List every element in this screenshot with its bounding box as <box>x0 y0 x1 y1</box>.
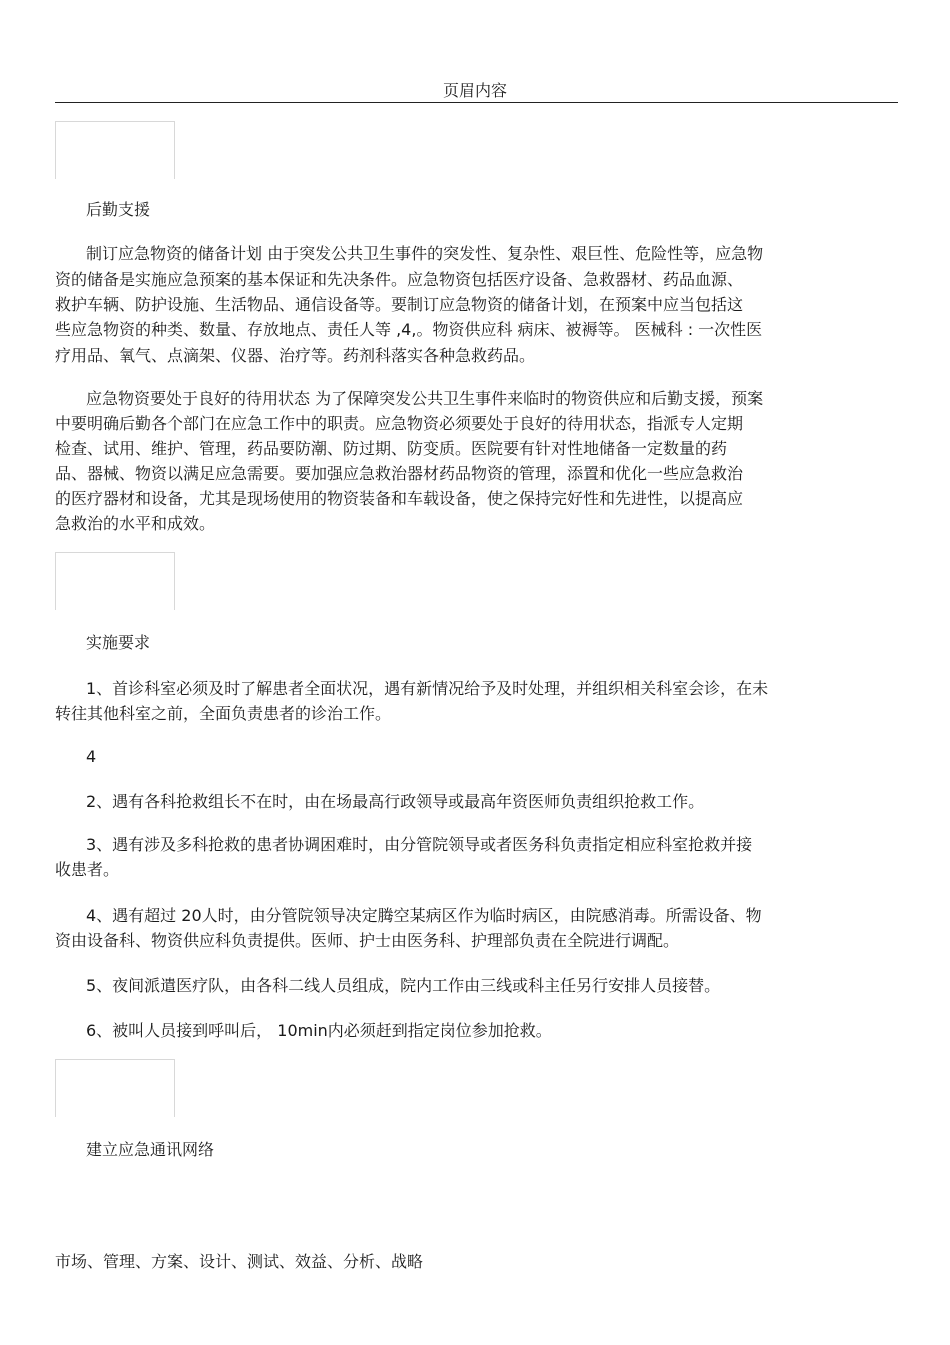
paragraph-line: 制订应急物资的储备计划 由于突发公共卫生事件的突发性、复杂性、艰巨性、危险性等，应急物 <box>86 244 764 263</box>
footer-keywords: 市场、管理、方案、设计、测试、效益、分析、战略 <box>55 1252 424 1271</box>
list-item: 4、遇有超过 20人时，由分管院领导决定腾空某病区作为临时病区，由院感消毒。所需设备、物 <box>86 906 762 925</box>
header-divider <box>55 102 898 103</box>
list-item: 6、被叫人员接到呼叫后， 10min内必须赶到指定岗位参加抢救。 <box>86 1021 552 1040</box>
list-item: 5、夜间派遣医疗队，由各科二线人员组成，院内工作由三线或科主任另行安排人员接替。 <box>86 976 721 995</box>
list-item: 1、首诊科室必须及时了解患者全面状况，遇有新情况给予及时处理，并组织相关科室会诊，在未 <box>86 679 769 698</box>
image-placeholder <box>55 552 175 610</box>
section-heading-requirements: 实施要求 <box>86 633 151 652</box>
page-header-title: 页眉内容 <box>442 81 507 100</box>
section-heading-communication: 建立应急通讯网络 <box>86 1140 215 1159</box>
image-placeholder <box>55 121 175 179</box>
list-item-continuation: 转往其他科室之前，全面负责患者的诊治工作。 <box>55 704 392 723</box>
section-heading-logistics: 后勤支援 <box>86 200 151 219</box>
paragraph-line: 品、器械、物资以满足应急需要。要加强应急救治器材药品物资的管理，添置和优化一些应急救治 <box>55 464 744 483</box>
image-placeholder <box>55 1059 175 1117</box>
paragraph-line: 急救治的水平和成效。 <box>55 514 216 533</box>
list-item-continuation: 收患者。 <box>55 860 120 879</box>
paragraph-line: 些应急物资的种类、数量、存放地点、责任人等 ,4,。物资供应科 病床、被褥等。 医械科 : 一次性医 <box>55 320 763 339</box>
paragraph-line: 中要明确后勤各个部门在应急工作中的职责。应急物资必须要处于良好的待用状态，指派专人定期 <box>55 414 744 433</box>
list-item: 3、遇有涉及多科抢救的患者协调困难时，由分管院领导或者医务科负责指定相应科室抢救并接 <box>86 835 753 854</box>
paragraph-line: 救护车辆、防护设施、生活物品、通信设备等。要制订应急物资的储备计划，在预案中应当包括这 <box>55 295 744 314</box>
paragraph-line: 疗用品、氧气、点滴架、仪器、治疗等。药剂科落实各种急救药品。 <box>55 346 536 365</box>
paragraph-line: 检查、试用、维护、管理，药品要防潮、防过期、防变质。医院要有针对性地储备一定数量的药 <box>55 439 728 458</box>
paragraph-line: 的医疗器材和设备，尤其是现场使用的物资装备和车载设备，使之保持完好性和先进性，以提高应 <box>55 489 744 508</box>
list-item-continuation: 资由设备科、物资供应科负责提供。医师、护士由医务科、护理部负责在全院进行调配。 <box>55 931 680 950</box>
list-item: 2、遇有各科抢救组长不在时，由在场最高行政领导或最高年资医师负责组织抢救工作。 <box>86 792 705 811</box>
page-marker: 4 <box>86 747 97 766</box>
paragraph-line: 资的储备是实施应急预案的基本保证和先决条件。应急物资包括医疗设备、急救器材、药品血源、 <box>55 270 744 289</box>
paragraph-line: 应急物资要处于良好的待用状态 为了保障突发公共卫生事件来临时的物资供应和后勤支援，预案 <box>86 389 764 408</box>
